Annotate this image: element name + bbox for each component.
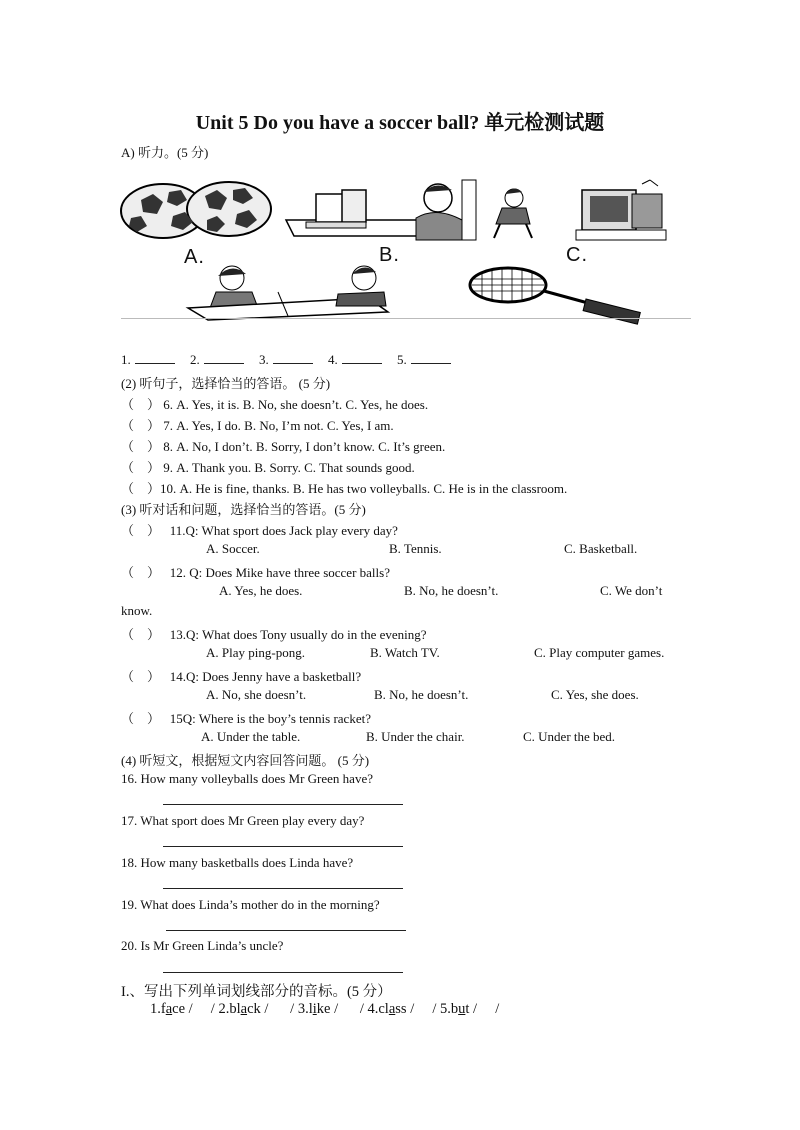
video-game-picture [492, 180, 672, 242]
option-a: A. No, she doesn’t. [206, 687, 307, 702]
answer-line[interactable] [163, 804, 403, 805]
question-row [121, 478, 567, 497]
question-text: 11.Q: What sport does Jack play every day? [169, 523, 398, 538]
word-item: 5.but [440, 1001, 470, 1017]
picture-label-b: B. [379, 244, 400, 266]
phonetic-slot[interactable]: / / [410, 1001, 441, 1017]
question-row [121, 520, 398, 539]
answer-line[interactable] [163, 888, 403, 889]
section-a-heading: A) 听力。(5 分) [121, 145, 209, 160]
question-text: 9. A. Thank you. B. Sorry. C. That sounds good. [163, 460, 415, 475]
question-text: 18. How many basketballs does Linda have? [121, 855, 354, 870]
question-row [121, 415, 394, 434]
phonetic-words-row [150, 1001, 499, 1018]
question-row [121, 666, 361, 685]
answer-line[interactable] [163, 846, 403, 847]
answer-line[interactable] [166, 930, 406, 931]
phonetic-slot[interactable]: / / [188, 1001, 219, 1017]
answer-paren[interactable]: （ ） [121, 439, 161, 454]
answer-paren[interactable]: （ ） [121, 397, 161, 412]
question-row [121, 708, 371, 727]
answer-paren[interactable]: （ ） [121, 481, 161, 496]
answer-paren[interactable]: （ ） [121, 418, 161, 433]
answer-blank[interactable] [411, 352, 451, 364]
question-text: 6. A. Yes, it is. B. No, she doesn’t. C. Yes, he does. [163, 397, 429, 412]
question-row [121, 457, 415, 476]
picture-label-c: C. [566, 244, 588, 266]
blank-number: 3. [259, 352, 269, 367]
section-4-heading: (4) 听短文，根据短文内容回答问题。 (5 分) [121, 753, 370, 768]
question-row [121, 436, 445, 455]
tennis-racket-picture [468, 265, 648, 320]
answer-blanks-row [121, 352, 455, 368]
option-c: C. Under the bed. [523, 729, 616, 744]
question-text: 19. What does Linda’s mother do in the morning? [121, 897, 380, 912]
word-item: 3.like [297, 1001, 331, 1017]
section-i-heading: I.、写出下列单词划线部分的音标。(5 分） [121, 984, 392, 1000]
picture-label-a: A. [184, 246, 205, 268]
option-b: B. No, he doesn’t. [374, 687, 469, 702]
answer-paren[interactable]: （ ） [121, 711, 161, 726]
option-c: C. Basketball. [564, 541, 638, 556]
question-text: 14.Q: Does Jenny have a basketball? [169, 669, 362, 684]
answer-paren[interactable]: （ ） [121, 565, 161, 580]
option-c-continued: know. [121, 603, 153, 618]
question-row [121, 562, 390, 581]
question-text: 16. How many volleyballs does Mr Green have? [121, 771, 373, 786]
phonetic-slot[interactable]: / / [334, 1001, 368, 1017]
question-text: 8. A. No, I don’t. B. Sorry, I don’t know. C. It’s green. [163, 439, 446, 454]
answer-paren[interactable]: （ ） [121, 669, 161, 684]
word-item: 1.face [150, 1001, 186, 1017]
blank-number: 1. [121, 352, 131, 367]
option-a: A. Under the table. [201, 729, 301, 744]
answer-paren[interactable]: （ ） [121, 627, 161, 642]
option-c: C. Play computer games. [534, 645, 665, 660]
blank-number: 2. [190, 352, 200, 367]
blank-number: 5. [397, 352, 407, 367]
ping-pong-picture [188, 262, 388, 320]
section-2-heading: (2) 听句子，选择恰当的答语。 (5 分) [121, 376, 331, 391]
option-c: C. We don’t [600, 583, 663, 598]
question-text: 17. What sport does Mr Green play every day? [121, 813, 365, 828]
blank-number: 4. [328, 352, 338, 367]
option-b: B. Watch TV. [370, 645, 440, 660]
answer-blank[interactable] [342, 352, 382, 364]
option-b: B. Under the chair. [366, 729, 465, 744]
word-item: 4.class [367, 1001, 407, 1017]
answer-blank[interactable] [204, 352, 244, 364]
option-a: A. Yes, he does. [219, 583, 303, 598]
word-item: 2.black [218, 1001, 261, 1017]
option-b: B. Tennis. [389, 541, 442, 556]
option-c: C. Yes, she does. [551, 687, 639, 702]
boy-computer-picture [286, 180, 476, 242]
option-a: A. Play ping-pong. [206, 645, 305, 660]
phonetic-slot[interactable]: / / [473, 1001, 500, 1017]
question-text: 15Q: Where is the boy’s tennis racket? [169, 711, 371, 726]
option-b: B. No, he doesn’t. [404, 583, 499, 598]
question-text: 20. Is Mr Green Linda’s uncle? [121, 938, 284, 953]
question-text: 7. A. Yes, I do. B. No, I’m not. C. Yes, I am. [163, 418, 394, 433]
question-row [121, 394, 428, 413]
answer-paren[interactable]: （ ） [121, 523, 161, 538]
section-3-heading: (3) 听对话和问题，选择恰当的答语。(5 分) [121, 502, 366, 517]
question-row [121, 624, 427, 643]
picture-divider [121, 318, 691, 319]
question-text: 10. A. He is fine, thanks. B. He has two volleyballs. C. He is in the classroom. [160, 481, 568, 496]
page-title: Unit 5 Do you have a soccer ball? 单元检测试题 [195, 112, 605, 134]
answer-paren[interactable]: （ ） [121, 460, 161, 475]
answer-blank[interactable] [135, 352, 175, 364]
option-a: A. Soccer. [206, 541, 260, 556]
answer-blank[interactable] [273, 352, 313, 364]
phonetic-slot[interactable]: / / [264, 1001, 298, 1017]
question-text: 12. Q: Does Mike have three soccer balls? [169, 565, 390, 580]
question-text: 13.Q: What does Tony usually do in the evening? [169, 627, 427, 642]
soccer-balls-picture [121, 180, 271, 240]
answer-line[interactable] [163, 972, 403, 973]
